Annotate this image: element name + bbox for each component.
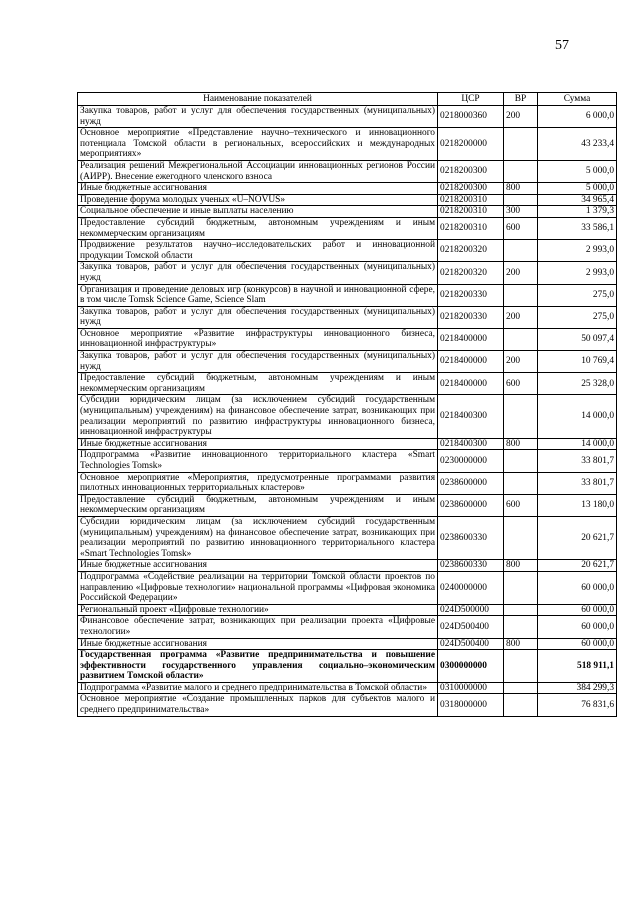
row-sum-cell: 6 000,0 <box>538 106 617 128</box>
row-name-cell: Закупка товаров, работ и услуг для обеспечения государственных (муниципальных) нужд <box>78 106 438 128</box>
row-vr-cell: 200 <box>504 106 538 128</box>
table-row <box>78 128 617 161</box>
table-row <box>78 682 617 694</box>
row-name-cell: Социальное обеспечение и иные выплаты населению <box>78 206 438 218</box>
row-sum-cell: 2 993,0 <box>538 262 617 284</box>
table-row <box>78 560 617 572</box>
table-row <box>78 183 617 195</box>
row-vr-cell: 300 <box>504 206 538 218</box>
row-csr-cell: 0240000000 <box>438 571 504 604</box>
row-vr-cell <box>504 472 538 494</box>
table-row <box>78 306 617 328</box>
row-name-cell: Подпрограмма «Развитие малого и среднего предпринимательства в Томской области» <box>78 682 438 694</box>
table-row <box>78 516 617 559</box>
row-csr-cell: 0238600000 <box>438 472 504 494</box>
table-row <box>78 494 617 516</box>
row-sum-cell: 275,0 <box>538 306 617 328</box>
table-row <box>78 694 617 716</box>
row-vr-cell: 800 <box>504 560 538 572</box>
table-row <box>78 160 617 182</box>
header-vr: ВР <box>504 93 538 106</box>
row-csr-cell: 0218200300 <box>438 183 504 195</box>
row-name-cell: Региональный проект «Цифровые технологии» <box>78 604 438 616</box>
table-row <box>78 240 617 262</box>
row-vr-cell <box>504 328 538 350</box>
table-row <box>78 438 617 450</box>
row-csr-cell: 0218400300 <box>438 438 504 450</box>
row-csr-cell: 0218200310 <box>438 194 504 206</box>
row-sum-cell: 275,0 <box>538 284 617 306</box>
row-csr-cell: 0238600330 <box>438 516 504 559</box>
table-row <box>78 106 617 128</box>
table-row <box>78 262 617 284</box>
row-sum-cell: 33 586,1 <box>538 217 617 239</box>
row-vr-cell: 600 <box>504 217 538 239</box>
row-csr-cell: 024D500000 <box>438 604 504 616</box>
row-csr-cell: 0218200000 <box>438 128 504 161</box>
header-csr: ЦСР <box>438 93 504 106</box>
row-vr-cell: 800 <box>504 638 538 650</box>
row-sum-cell: 60 000,0 <box>538 604 617 616</box>
row-csr-cell: 0218200330 <box>438 306 504 328</box>
row-sum-cell: 50 097,4 <box>538 328 617 350</box>
table-row <box>78 206 617 218</box>
row-csr-cell: 024D500400 <box>438 616 504 638</box>
table-row <box>78 373 617 395</box>
row-name-cell: Закупка товаров, работ и услуг для обеспечения государственных (муниципальных) нужд <box>78 306 438 328</box>
row-vr-cell <box>504 128 538 161</box>
row-name-cell: Предоставление субсидий бюджетным, автономным учреждениям и иным некоммерческим организациям <box>78 373 438 395</box>
row-name-cell: Реализация решений Межрегиональной Ассоциации инновационных регионов России (АИРР). Внесение ежегодного членского взноса <box>78 160 438 182</box>
row-csr-cell: 0238600000 <box>438 494 504 516</box>
row-csr-cell: 0218200310 <box>438 206 504 218</box>
row-name-cell: Иные бюджетные ассигнования <box>78 638 438 650</box>
row-sum-cell: 14 000,0 <box>538 395 617 438</box>
row-sum-cell: 13 180,0 <box>538 494 617 516</box>
row-vr-cell: 600 <box>504 373 538 395</box>
table-row <box>78 650 617 683</box>
table-row <box>78 328 617 350</box>
row-sum-cell: 43 233,4 <box>538 128 617 161</box>
table-row <box>78 194 617 206</box>
row-sum-cell: 60 000,0 <box>538 616 617 638</box>
row-csr-cell: 0300000000 <box>438 650 504 683</box>
row-csr-cell: 0218200310 <box>438 217 504 239</box>
row-csr-cell: 0218200320 <box>438 262 504 284</box>
row-vr-cell <box>504 694 538 716</box>
row-name-cell: Предоставление субсидий бюджетным, автономным учреждениям и иным некоммерческим организациям <box>78 217 438 239</box>
table-row <box>78 217 617 239</box>
row-sum-cell: 33 801,7 <box>538 450 617 472</box>
row-csr-cell: 0218400300 <box>438 395 504 438</box>
row-name-cell: Закупка товаров, работ и услуг для обеспечения государственных (муниципальных) нужд <box>78 262 438 284</box>
row-vr-cell <box>504 571 538 604</box>
row-vr-cell: 200 <box>504 306 538 328</box>
row-name-cell: Финансовое обеспечение затрат, возникающих при реализации проекта «Цифровые технологии» <box>78 616 438 638</box>
table-row <box>78 604 617 616</box>
row-name-cell: Субсидии юридическим лицам (за исключением субсидий государственным (муниципальным) учреждениям) на финансовое обеспечение затрат, возникающих при реализации мероприятий по развитию инфраструктуры инновационного бизнеса, инновационной инфраструктуры <box>78 395 438 438</box>
row-csr-cell: 0218400000 <box>438 373 504 395</box>
row-sum-cell: 384 299,3 <box>538 682 617 694</box>
row-csr-cell: 0218400000 <box>438 351 504 373</box>
row-vr-cell <box>504 194 538 206</box>
row-name-cell: Организация и проведение деловых игр (конкурсов) в научной и инновационной сфере, в том числе Tomsk Science Game, Science Slam <box>78 284 438 306</box>
row-name-cell: Подпрограмма «Содействие реализации на территории Томской области проектов по направлению «Цифровые технологии» национальной программы «Цифровая экономика Российской Федерации» <box>78 571 438 604</box>
row-vr-cell <box>504 240 538 262</box>
row-name-cell: Основное мероприятие «Представление научно–технического и инновационного потенциала Томской области в региональных, всероссийских и международных мероприятиях» <box>78 128 438 161</box>
header-name: Наименование показателей <box>78 93 438 106</box>
row-csr-cell: 024D500400 <box>438 638 504 650</box>
row-vr-cell: 800 <box>504 438 538 450</box>
row-csr-cell: 0310000000 <box>438 682 504 694</box>
row-csr-cell: 0218400000 <box>438 328 504 350</box>
row-name-cell: Иные бюджетные ассигнования <box>78 560 438 572</box>
row-name-cell: Государственная программа «Развитие предпринимательства и повышение эффективности государственного управления социально–экономическим развитием Томской области» <box>78 650 438 683</box>
row-vr-cell <box>504 284 538 306</box>
row-sum-cell: 60 000,0 <box>538 638 617 650</box>
row-vr-cell <box>504 650 538 683</box>
row-vr-cell <box>504 160 538 182</box>
row-name-cell: Основное мероприятие «Развитие инфраструктуры инновационного бизнеса, инновационной инфраструктуры» <box>78 328 438 350</box>
row-vr-cell: 200 <box>504 262 538 284</box>
table-row <box>78 571 617 604</box>
row-name-cell: Иные бюджетные ассигнования <box>78 438 438 450</box>
row-sum-cell: 20 621,7 <box>538 516 617 559</box>
row-sum-cell: 14 000,0 <box>538 438 617 450</box>
row-name-cell: Закупка товаров, работ и услуг для обеспечения государственных (муниципальных) нужд <box>78 351 438 373</box>
row-sum-cell: 34 965,4 <box>538 194 617 206</box>
row-csr-cell: 0218200320 <box>438 240 504 262</box>
row-vr-cell <box>504 450 538 472</box>
row-vr-cell <box>504 616 538 638</box>
row-sum-cell: 1 379,3 <box>538 206 617 218</box>
table-row <box>78 351 617 373</box>
row-vr-cell <box>504 516 538 559</box>
row-vr-cell <box>504 395 538 438</box>
row-name-cell: Проведение форума молодых ученых «U–NOVUS» <box>78 194 438 206</box>
header-sum: Сумма <box>538 93 617 106</box>
row-vr-cell <box>504 682 538 694</box>
budget-table <box>77 92 617 717</box>
row-csr-cell: 0230000000 <box>438 450 504 472</box>
row-sum-cell: 2 993,0 <box>538 240 617 262</box>
table-row <box>78 450 617 472</box>
row-sum-cell: 60 000,0 <box>538 571 617 604</box>
row-sum-cell: 20 621,7 <box>538 560 617 572</box>
row-sum-cell: 518 911,1 <box>538 650 617 683</box>
row-csr-cell: 0218200330 <box>438 284 504 306</box>
row-name-cell: Основное мероприятие «Мероприятия, предусмотренные программами развития пилотных инновационных территориальных кластеров» <box>78 472 438 494</box>
row-vr-cell <box>504 604 538 616</box>
row-vr-cell: 600 <box>504 494 538 516</box>
row-name-cell: Основное мероприятие «Создание промышленных парков для субъектов малого и среднего предпринимательства» <box>78 694 438 716</box>
row-name-cell: Подпрограмма «Развитие инновационного территориального кластера «Smart Technologies Tomsk» <box>78 450 438 472</box>
row-vr-cell: 800 <box>504 183 538 195</box>
table-row <box>78 638 617 650</box>
row-sum-cell: 5 000,0 <box>538 160 617 182</box>
row-name-cell: Продвижение результатов научно–исследовательских работ и инновационной продукции Томской области <box>78 240 438 262</box>
row-csr-cell: 0218000360 <box>438 106 504 128</box>
row-sum-cell: 76 831,6 <box>538 694 617 716</box>
table-row <box>78 395 617 438</box>
row-sum-cell: 33 801,7 <box>538 472 617 494</box>
row-name-cell: Иные бюджетные ассигнования <box>78 183 438 195</box>
row-name-cell: Предоставление субсидий бюджетным, автономным учреждениям и иным некоммерческим организациям <box>78 494 438 516</box>
row-csr-cell: 0238600330 <box>438 560 504 572</box>
page-number: 57 <box>555 38 569 53</box>
table-row <box>78 616 617 638</box>
table-row <box>78 284 617 306</box>
row-sum-cell: 10 769,4 <box>538 351 617 373</box>
row-sum-cell: 25 328,0 <box>538 373 617 395</box>
row-csr-cell: 0218200300 <box>438 160 504 182</box>
row-name-cell: Субсидии юридическим лицам (за исключением субсидий государственным (муниципальным) учреждениям) на финансовое обеспечение затрат, возникающих при реализации мероприятий по развитию инновационного территориального кластера «Smart Technologies Tomsk» <box>78 516 438 559</box>
table-row <box>78 472 617 494</box>
row-vr-cell: 200 <box>504 351 538 373</box>
table-body <box>78 106 617 717</box>
table-header-row <box>78 93 617 106</box>
row-csr-cell: 0318000000 <box>438 694 504 716</box>
row-sum-cell: 5 000,0 <box>538 183 617 195</box>
